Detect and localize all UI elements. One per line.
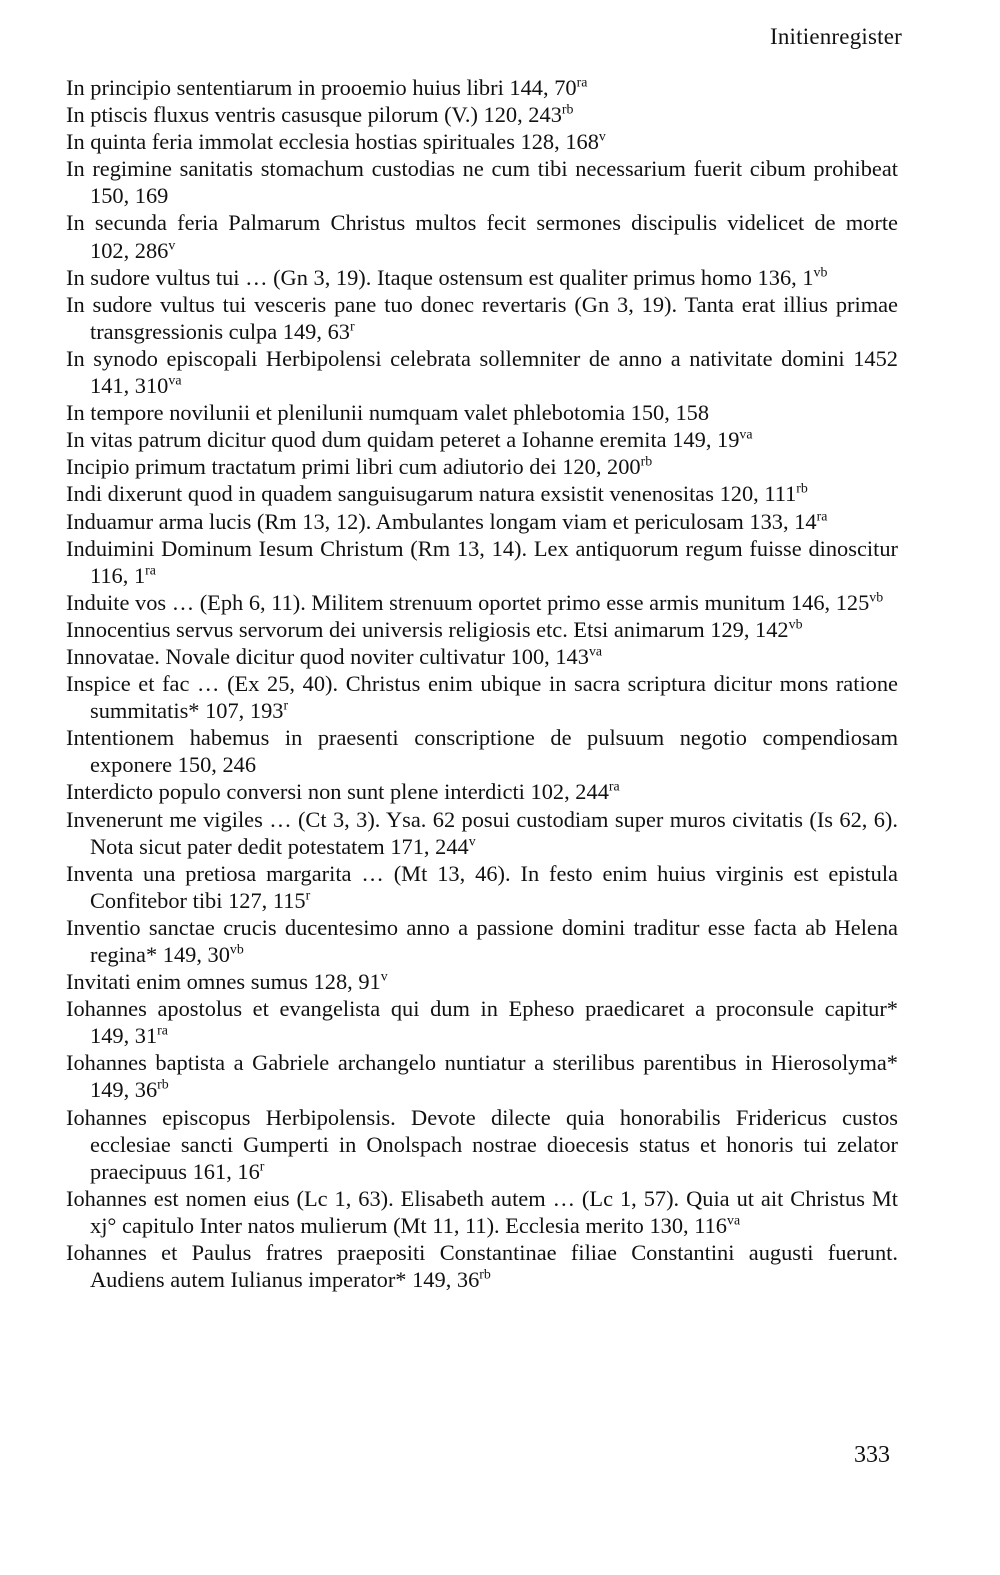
entry-incipit: Induimini Dominum Iesum Christum (Rm 13, 14). Lex antiquorum regum fuisse dinoscitur	[66, 535, 898, 561]
entry-incipit: Inventa una pretiosa margarita … (Mt 13, 46). In festo enim huius virginis est epistula Confitebor tibi	[66, 860, 898, 913]
folio-side-superscript: v	[598, 129, 606, 145]
entry-reference	[412, 1267, 491, 1292]
index-entry-list	[66, 74, 898, 1293]
index-entry	[66, 264, 898, 291]
entry-incipit: Interdicto populo conversi non sunt plene interdicti	[66, 779, 525, 805]
entry-reference-number: 100, 143	[510, 643, 589, 669]
entry-incipit: Indi dixerunt quod in quadem sanguisugarum natura exsistit venenositas	[66, 481, 714, 507]
entry-incipit: In sudore vultus tui … (Gn 3, 19). Itaque ostensum est qualiter primus homo	[66, 264, 752, 290]
entry-incipit: Inventio sanctae crucis ducentesimo anno a passione domini traditur esse facta ab Helena regina*	[66, 914, 898, 967]
entry-reference	[720, 481, 808, 506]
entry-reference-number: 144, 70	[509, 75, 577, 100]
entry-reference-number: 102, 244	[530, 779, 609, 805]
index-entry	[66, 155, 898, 209]
folio-side-superscript: vb	[788, 617, 803, 633]
entry-reference	[90, 373, 181, 398]
entry-reference-number: 141, 310	[90, 373, 169, 399]
index-entry	[66, 209, 898, 263]
entry-reference-number: 161, 16	[192, 1158, 260, 1184]
entry-reference	[390, 834, 475, 859]
index-entry	[66, 508, 898, 535]
entry-reference	[90, 238, 175, 263]
entry-reference	[163, 942, 244, 967]
index-entry	[66, 670, 898, 724]
entry-reference-number: 136, 1	[757, 264, 814, 290]
entry-reference-number: 129, 142	[710, 616, 789, 642]
folio-side-superscript: rb	[640, 454, 653, 470]
entry-incipit: Incipio primum tractatum primi libri cum adiutorio dei	[66, 454, 557, 480]
entry-incipit: In synodo episcopali Herbipolensi celebrata sollemniter de anno a nativitate domini 1452	[66, 345, 898, 371]
entry-reference	[205, 698, 288, 723]
entry-incipit: In sudore vultus tui vesceris pane tuo donec revertaris (Gn 3, 19). Tanta erat illius primae transgressionis culpa	[66, 291, 898, 344]
entry-reference-number: 102, 286	[90, 237, 169, 263]
folio-side-superscript: v	[380, 969, 388, 985]
entry-reference-number: 150, 158	[630, 400, 710, 426]
index-entry	[66, 480, 898, 507]
page-number: 333	[854, 1442, 890, 1468]
entry-reference-number: 116, 1	[90, 562, 146, 588]
index-entry	[66, 724, 898, 778]
entry-reference	[531, 779, 620, 804]
entry-reference-number: 133, 14	[749, 508, 817, 534]
entry-reference	[228, 888, 310, 913]
entry-reference-number: 107, 193	[205, 698, 284, 724]
folio-side-superscript: vb	[813, 265, 828, 281]
entry-reference-number: 128, 91	[313, 969, 381, 995]
folio-side-superscript: r	[305, 888, 311, 904]
entry-reference	[672, 427, 752, 452]
entry-reference	[314, 969, 388, 994]
entry-reference	[484, 102, 574, 127]
entry-reference	[758, 265, 828, 290]
folio-side-superscript: vb	[869, 590, 884, 606]
index-entry	[66, 589, 898, 616]
index-entry	[66, 74, 898, 101]
entry-incipit: Inspice et fac … (Ex 25, 40). Christus enim ubique in sacra scriptura dicitur mons ratione summitatis*	[66, 671, 898, 724]
entry-reference	[90, 1077, 169, 1102]
folio-side-superscript: ra	[816, 509, 828, 525]
folio-side-superscript: rb	[561, 102, 574, 118]
entry-reference-number: 149, 36	[412, 1267, 480, 1293]
entry-reference-number: 120, 200	[562, 454, 641, 480]
entry-reference	[90, 1023, 168, 1048]
entry-reference	[631, 400, 709, 425]
entry-reference	[521, 129, 606, 154]
folio-side-superscript: rb	[796, 482, 808, 498]
entry-reference	[511, 644, 602, 669]
entry-incipit: Intentionem habemus in praesenti conscriptione de pulsuum negotio compendiosam exponere	[66, 725, 898, 778]
entry-incipit: Induamur arma lucis (Rm 13, 12). Ambulantes longam viam et periculosam	[66, 508, 744, 534]
folio-side-superscript: vb	[229, 942, 244, 958]
index-entry	[66, 1239, 898, 1293]
index-entry	[66, 535, 898, 589]
folio-side-superscript: va	[168, 373, 182, 389]
entry-reference-number: 149, 31	[90, 1023, 158, 1049]
index-entry	[66, 968, 898, 995]
entry-reference-number: 149, 63	[282, 318, 350, 344]
index-entry	[66, 128, 898, 155]
index-entry	[66, 995, 898, 1049]
index-entry	[66, 453, 898, 480]
index-entry	[66, 1049, 898, 1103]
folio-side-superscript: v	[168, 238, 176, 254]
folio-side-superscript: ra	[608, 780, 620, 796]
folio-side-superscript: va	[727, 1213, 741, 1229]
index-entry	[66, 399, 898, 426]
entry-reference-number: 149, 36	[90, 1077, 158, 1103]
entry-reference	[193, 1159, 265, 1184]
index-entry	[66, 778, 898, 805]
entry-reference-number: 149, 19	[672, 427, 740, 453]
entry-reference	[749, 509, 827, 534]
entry-reference	[649, 1213, 740, 1238]
entry-reference	[791, 590, 883, 615]
entry-reference	[710, 617, 802, 642]
entry-reference	[90, 563, 156, 588]
entry-incipit: Iohannes et Paulus fratres praepositi Constantinae filiae Constantini augusti fuerunt. Audiens autem Iulianus imperator*	[66, 1240, 898, 1293]
folio-side-superscript: r	[349, 319, 355, 335]
folio-side-superscript: ra	[157, 1023, 168, 1039]
index-entry	[66, 1104, 898, 1185]
entry-reference-number: 120, 111	[719, 481, 797, 507]
entry-incipit: In vitas patrum dicitur quod dum quidam peteret a Iohanne eremita	[66, 427, 667, 453]
index-entry	[66, 806, 898, 860]
folio-side-superscript: rb	[479, 1267, 491, 1283]
entry-reference	[283, 319, 355, 344]
entry-incipit: Iohannes baptista a Gabriele archangelo nuntiatur a sterilibus parentibus in Hierosolyma*	[66, 1050, 898, 1076]
entry-reference-number: 150, 169	[90, 183, 169, 209]
entry-incipit: Innovatae. Novale dicitur quod noviter cultivatur	[66, 643, 505, 669]
entry-reference	[562, 454, 652, 479]
folio-side-superscript: ra	[576, 75, 588, 91]
entry-incipit: In ptiscis fluxus ventris casusque pilorum (V.)	[66, 102, 478, 128]
entry-incipit: Iohannes episcopus Herbipolensis. Devote dilecte quia honorabilis Fridericus custos ecclesiae sancti Gumperti in Onolspach nostrae dioecesis status et honoris tui zelator praecipuus	[66, 1104, 898, 1184]
entry-incipit: Induite vos … (Eph 6, 11). Militem strenuum oportet primo esse armis munitum	[66, 589, 786, 615]
entry-reference-number: 150, 246	[177, 752, 257, 778]
entry-reference-number: 128, 168	[520, 129, 599, 155]
entry-incipit: In tempore novilunii et plenilunii numquam valet phlebotomia	[66, 400, 626, 426]
entry-reference-number: 130, 116	[649, 1212, 728, 1238]
entry-incipit: Innocentius servus servorum dei universis religiosis etc. Etsi animarum	[66, 616, 705, 642]
index-entry	[66, 291, 898, 345]
entry-reference	[178, 752, 256, 777]
entry-incipit: Iohannes apostolus et evangelista qui dum in Epheso praedicaret a proconsule capitur*	[66, 996, 898, 1022]
folio-side-superscript: r	[283, 698, 289, 714]
index-entry	[66, 860, 898, 914]
entry-reference-number: 120, 243	[483, 102, 562, 128]
folio-side-superscript: ra	[145, 563, 156, 579]
index-entry	[66, 426, 898, 453]
folio-side-superscript: va	[588, 644, 603, 660]
entry-reference-number: 149, 30	[162, 942, 230, 967]
index-entry	[66, 616, 898, 643]
entry-incipit: Iohannes est nomen eius (Lc 1, 63). Elisabeth autem … (Lc 1, 57). Quia ut ait Christus Mt xj° capitulo Inter natos mulierum (Mt 11, 11). Ecclesia merito	[66, 1185, 898, 1238]
entry-reference	[509, 75, 587, 100]
entry-reference-number: 171, 244	[390, 833, 469, 859]
index-entry	[66, 101, 898, 128]
index-entry	[66, 643, 898, 670]
index-entry	[66, 345, 898, 399]
entry-incipit: In quinta feria immolat ecclesia hostias spirituales	[66, 129, 515, 155]
folio-side-superscript: rb	[157, 1078, 169, 1094]
folio-side-superscript: va	[739, 427, 753, 443]
entry-incipit: Invitati enim omnes sumus	[66, 969, 308, 995]
folio-side-superscript: v	[468, 834, 476, 850]
entry-reference-number: 146, 125	[790, 589, 870, 615]
index-entry	[66, 914, 898, 968]
entry-incipit: In secunda feria Palmarum Christus multos fecit sermones discipulis videlicet de morte	[66, 210, 898, 236]
entry-incipit: Invenerunt me vigiles … (Ct 3, 3). Ysa. 62 posui custodiam super muros civitatis (Is 62, 6). Nota sicut pater dedit potestatem	[66, 806, 898, 859]
running-head: Initienregister	[769, 24, 902, 49]
entry-reference-number: 127, 115	[228, 887, 306, 913]
entry-reference	[90, 183, 168, 208]
index-entry	[66, 1185, 898, 1239]
entry-incipit: In regimine sanitatis stomachum custodias ne cum tibi necessarium fuerit cibum prohibeat	[66, 156, 898, 182]
entry-incipit: In principio sententiarum in prooemio huius libri	[66, 75, 504, 100]
folio-side-superscript: r	[259, 1159, 265, 1175]
